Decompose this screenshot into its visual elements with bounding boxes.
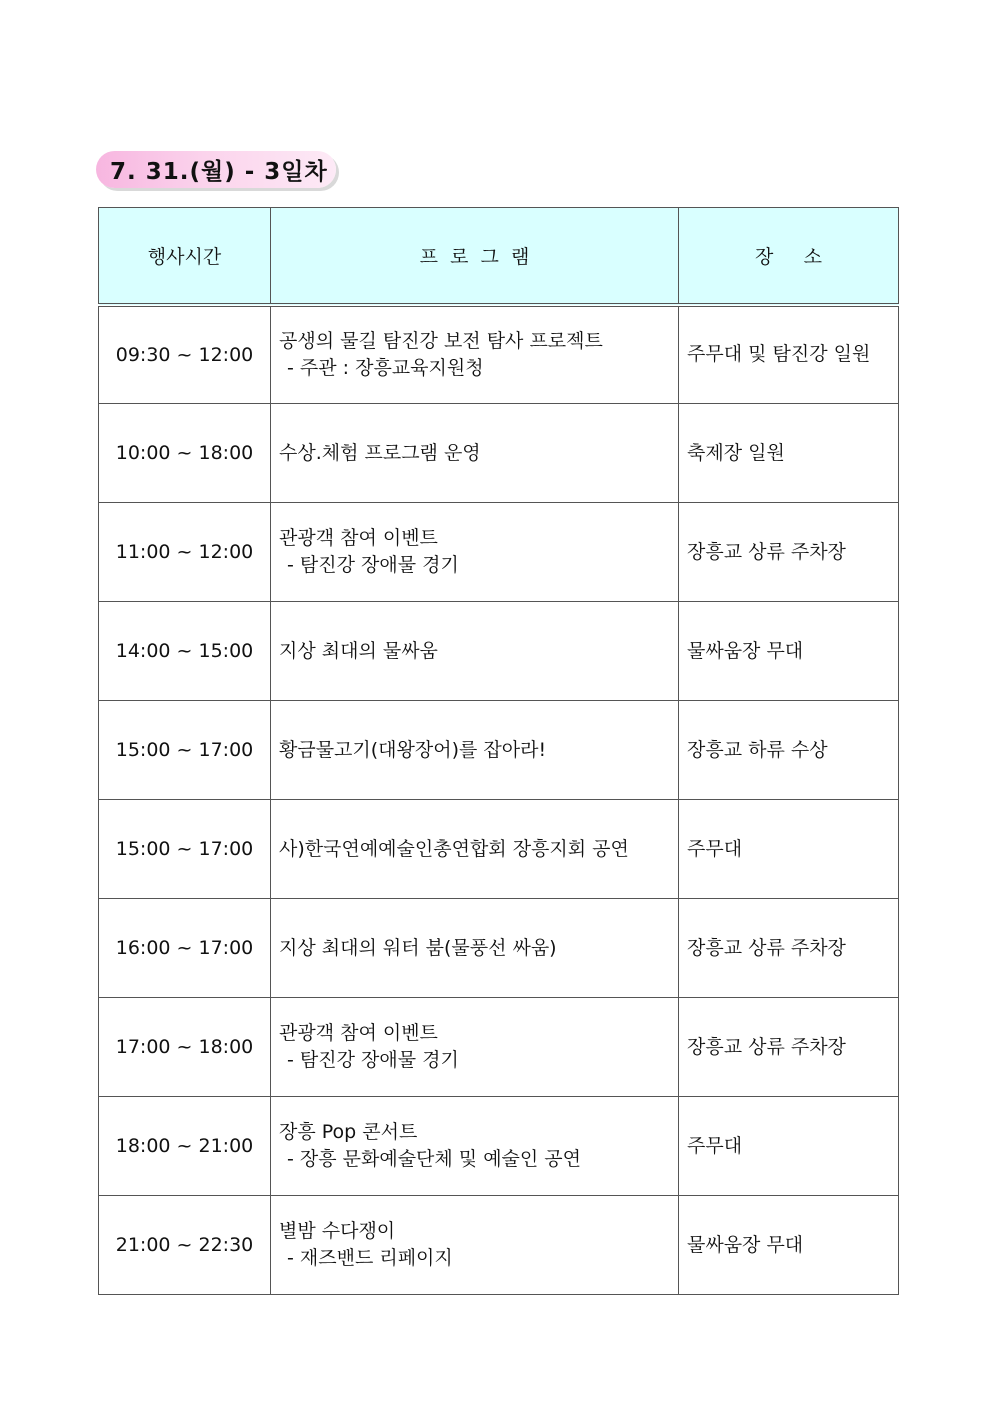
program-title: 장흥 Pop 콘서트 [279, 1121, 418, 1143]
program-cell [271, 899, 679, 998]
table-row [99, 701, 899, 800]
table-row [99, 1097, 899, 1196]
day-title-badge [96, 151, 336, 188]
time-cell: 14:00 ~ 15:00 [99, 602, 271, 701]
table-row [99, 602, 899, 701]
program-title: 관광객 참여 이벤트 [279, 1022, 438, 1044]
day-title: 7. 31.(월) - 3일차 [110, 159, 328, 185]
place-cell: 주무대 [679, 1097, 899, 1196]
program-subtitle: - 탐진강 장애물 경기 [287, 554, 459, 576]
time-cell: 17:00 ~ 18:00 [99, 998, 271, 1097]
program-title: 지상 최대의 물싸움 [279, 639, 438, 662]
program-cell [271, 1097, 679, 1196]
header-place [679, 208, 899, 305]
program-title: 별밤 수다쟁이 [279, 1220, 396, 1242]
time-cell: 11:00 ~ 12:00 [99, 503, 271, 602]
program-cell [271, 1196, 679, 1295]
time-cell: 15:00 ~ 17:00 [99, 701, 271, 800]
program-title: 관광객 참여 이벤트 [279, 527, 438, 549]
time-cell: 21:00 ~ 22:30 [99, 1196, 271, 1295]
time-cell: 16:00 ~ 17:00 [99, 899, 271, 998]
header-program [271, 208, 679, 305]
place-cell: 축제장 일원 [679, 404, 899, 503]
program-title: 지상 최대의 워터 붐(물풍선 싸움) [279, 936, 557, 959]
place-cell: 장흥교 상류 주차장 [679, 998, 899, 1097]
time-cell: 18:00 ~ 21:00 [99, 1097, 271, 1196]
header-time-label: 행사시간 [147, 245, 222, 268]
program-cell [271, 404, 679, 503]
place-cell: 물싸움장 무대 [679, 602, 899, 701]
place-cell: 장흥교 상류 주차장 [679, 899, 899, 998]
place-cell: 물싸움장 무대 [679, 1196, 899, 1295]
program-subtitle: - 장흥 문화예술단체 및 예술인 공연 [287, 1148, 582, 1170]
program-cell [271, 800, 679, 899]
program-cell [271, 998, 679, 1097]
program-subtitle: - 주관 : 장흥교육지원청 [287, 356, 484, 379]
header-place-label: 장 소 [755, 245, 822, 268]
place-cell: 장흥교 상류 주차장 [679, 503, 899, 602]
table-row [99, 305, 899, 404]
header-time [99, 208, 271, 305]
program-cell [271, 701, 679, 800]
program-title: 사)한국연예예술인총연합회 장흥지회 공연 [279, 837, 629, 860]
schedule-table [98, 207, 899, 1295]
program-subtitle: - 탐진강 장애물 경기 [287, 1049, 459, 1071]
program-subtitle: - 재즈밴드 리페이지 [287, 1247, 453, 1269]
program-cell [271, 503, 679, 602]
program-title: 수상.체험 프로그램 운영 [279, 441, 481, 464]
time-cell: 15:00 ~ 17:00 [99, 800, 271, 899]
table-header-row [99, 208, 899, 305]
time-cell: 09:30 ~ 12:00 [99, 305, 271, 404]
table-row [99, 899, 899, 998]
program-title: 황금물고기(대왕장어)를 잡아라! [279, 738, 547, 761]
header-program-label: 프 로 그 램 [419, 245, 530, 268]
table-row [99, 1196, 899, 1295]
program-cell [271, 602, 679, 701]
time-cell: 10:00 ~ 18:00 [99, 404, 271, 503]
place-cell: 주무대 및 탐진강 일원 [679, 305, 899, 404]
table-row [99, 503, 899, 602]
table-row [99, 998, 899, 1097]
program-cell [271, 305, 679, 404]
place-cell: 주무대 [679, 800, 899, 899]
table-row [99, 800, 899, 899]
table-row [99, 404, 899, 503]
program-title: 공생의 물길 탐진강 보전 탐사 프로젝트 [279, 329, 603, 352]
place-cell: 장흥교 하류 수상 [679, 701, 899, 800]
